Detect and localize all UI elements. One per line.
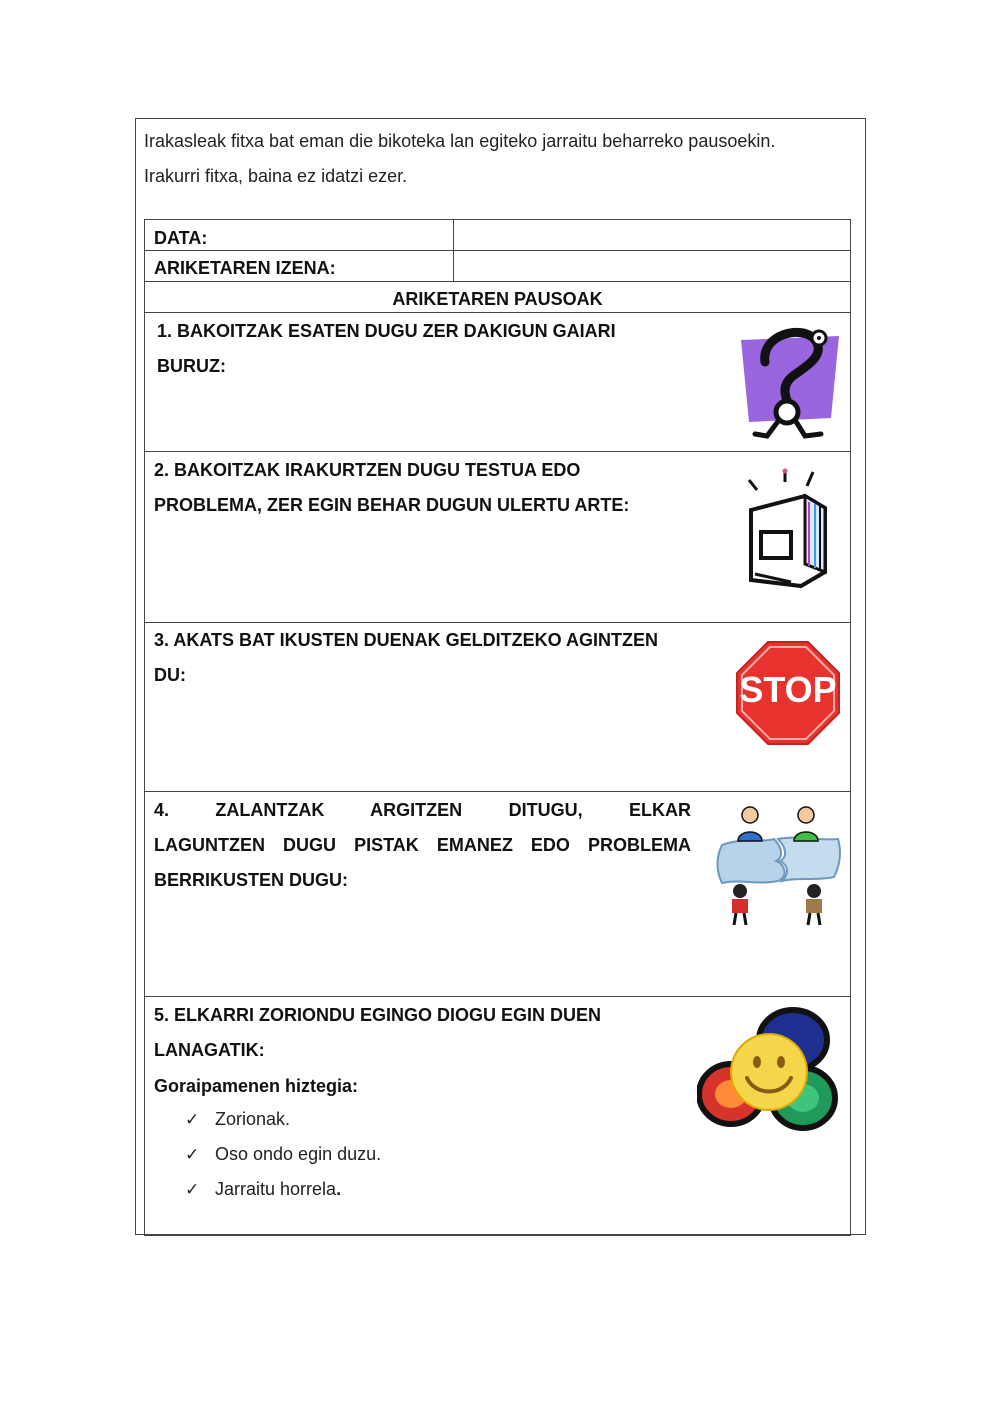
row-divider (145, 451, 850, 452)
step-2-line: PROBLEMA, ZER EGIN BEHAR DUGUN ULERTU ARTE: (154, 495, 630, 515)
step-4-line: LAGUNTZEN DUGU PISTAK EMANEZ EDO PROBLEMA (154, 835, 691, 855)
instructions (144, 124, 859, 194)
step-1-line: BURUZ: (157, 356, 226, 376)
step-2-line: 2. BAKOITZAK IRAKURTZEN DUGU TESTUA EDO (154, 460, 581, 480)
date-label: DATA: (154, 228, 208, 248)
list-item: ✓ Oso ondo egin duzu. (185, 1137, 381, 1172)
steps-header: ARIKETAREN PAUSOAK (392, 289, 603, 309)
steps-table (144, 219, 851, 1236)
row-divider (145, 996, 850, 997)
book-icon (743, 468, 829, 594)
step-1-text (157, 314, 717, 384)
instruction-line-1: Irakasleak fitxa bat eman die bikoteka lan egiteko jarraitu beharreko pausoekin. (144, 131, 776, 151)
step-1-line: 1. BAKOITZAK ESATEN DUGU ZER DAKIGUN GAIARI (157, 321, 616, 341)
stop-sign-text: STOP (739, 669, 837, 710)
exercise-name-label: ARIKETAREN IZENA: (154, 258, 336, 278)
step-4-line: BERRIKUSTEN DUGU: (154, 870, 349, 890)
question-mark-icon (739, 324, 843, 446)
stop-sign-icon (735, 640, 841, 746)
step-5-line: LANAGATIK: (154, 1040, 265, 1060)
step-5-text (154, 998, 694, 1068)
smiley-face-icon (697, 1006, 839, 1134)
step-4-text (154, 793, 691, 898)
step-2-text (154, 453, 714, 523)
list-item: ✓ Zorionak. (185, 1102, 381, 1137)
praise-vocabulary-title: Goraipamenen hiztegia: (154, 1076, 359, 1096)
praise-vocabulary-list (185, 1102, 381, 1207)
instruction-line-2: Irakurri fitxa, baina ez idatzi ezer. (144, 166, 408, 186)
date-field[interactable] (455, 221, 849, 249)
step-5-line: 5. ELKARRI ZORIONDU EGINGO DIOGU EGIN DUEN (154, 1005, 602, 1025)
column-divider (453, 220, 454, 281)
list-item: ✓ Jarraitu horrela. (185, 1172, 381, 1207)
checkmark-icon: ✓ (185, 1110, 200, 1129)
row-divider (145, 791, 850, 792)
step-3-text (154, 623, 734, 693)
step-3-line: DU: (154, 665, 186, 685)
exercise-name-field[interactable] (455, 252, 849, 280)
checkmark-icon: ✓ (185, 1180, 200, 1199)
row-divider (145, 312, 850, 313)
checkmark-icon: ✓ (185, 1145, 200, 1164)
step-4-line: 4. ZALANTZAK ARGITZEN DITUGU, ELKAR (154, 800, 691, 820)
row-divider (145, 281, 850, 282)
row-divider (145, 250, 850, 251)
step-3-line: 3. AKATS BAT IKUSTEN DUENAK GELDITZEKO AGINTZEN (154, 630, 658, 650)
people-puzzle-icon (712, 803, 842, 927)
